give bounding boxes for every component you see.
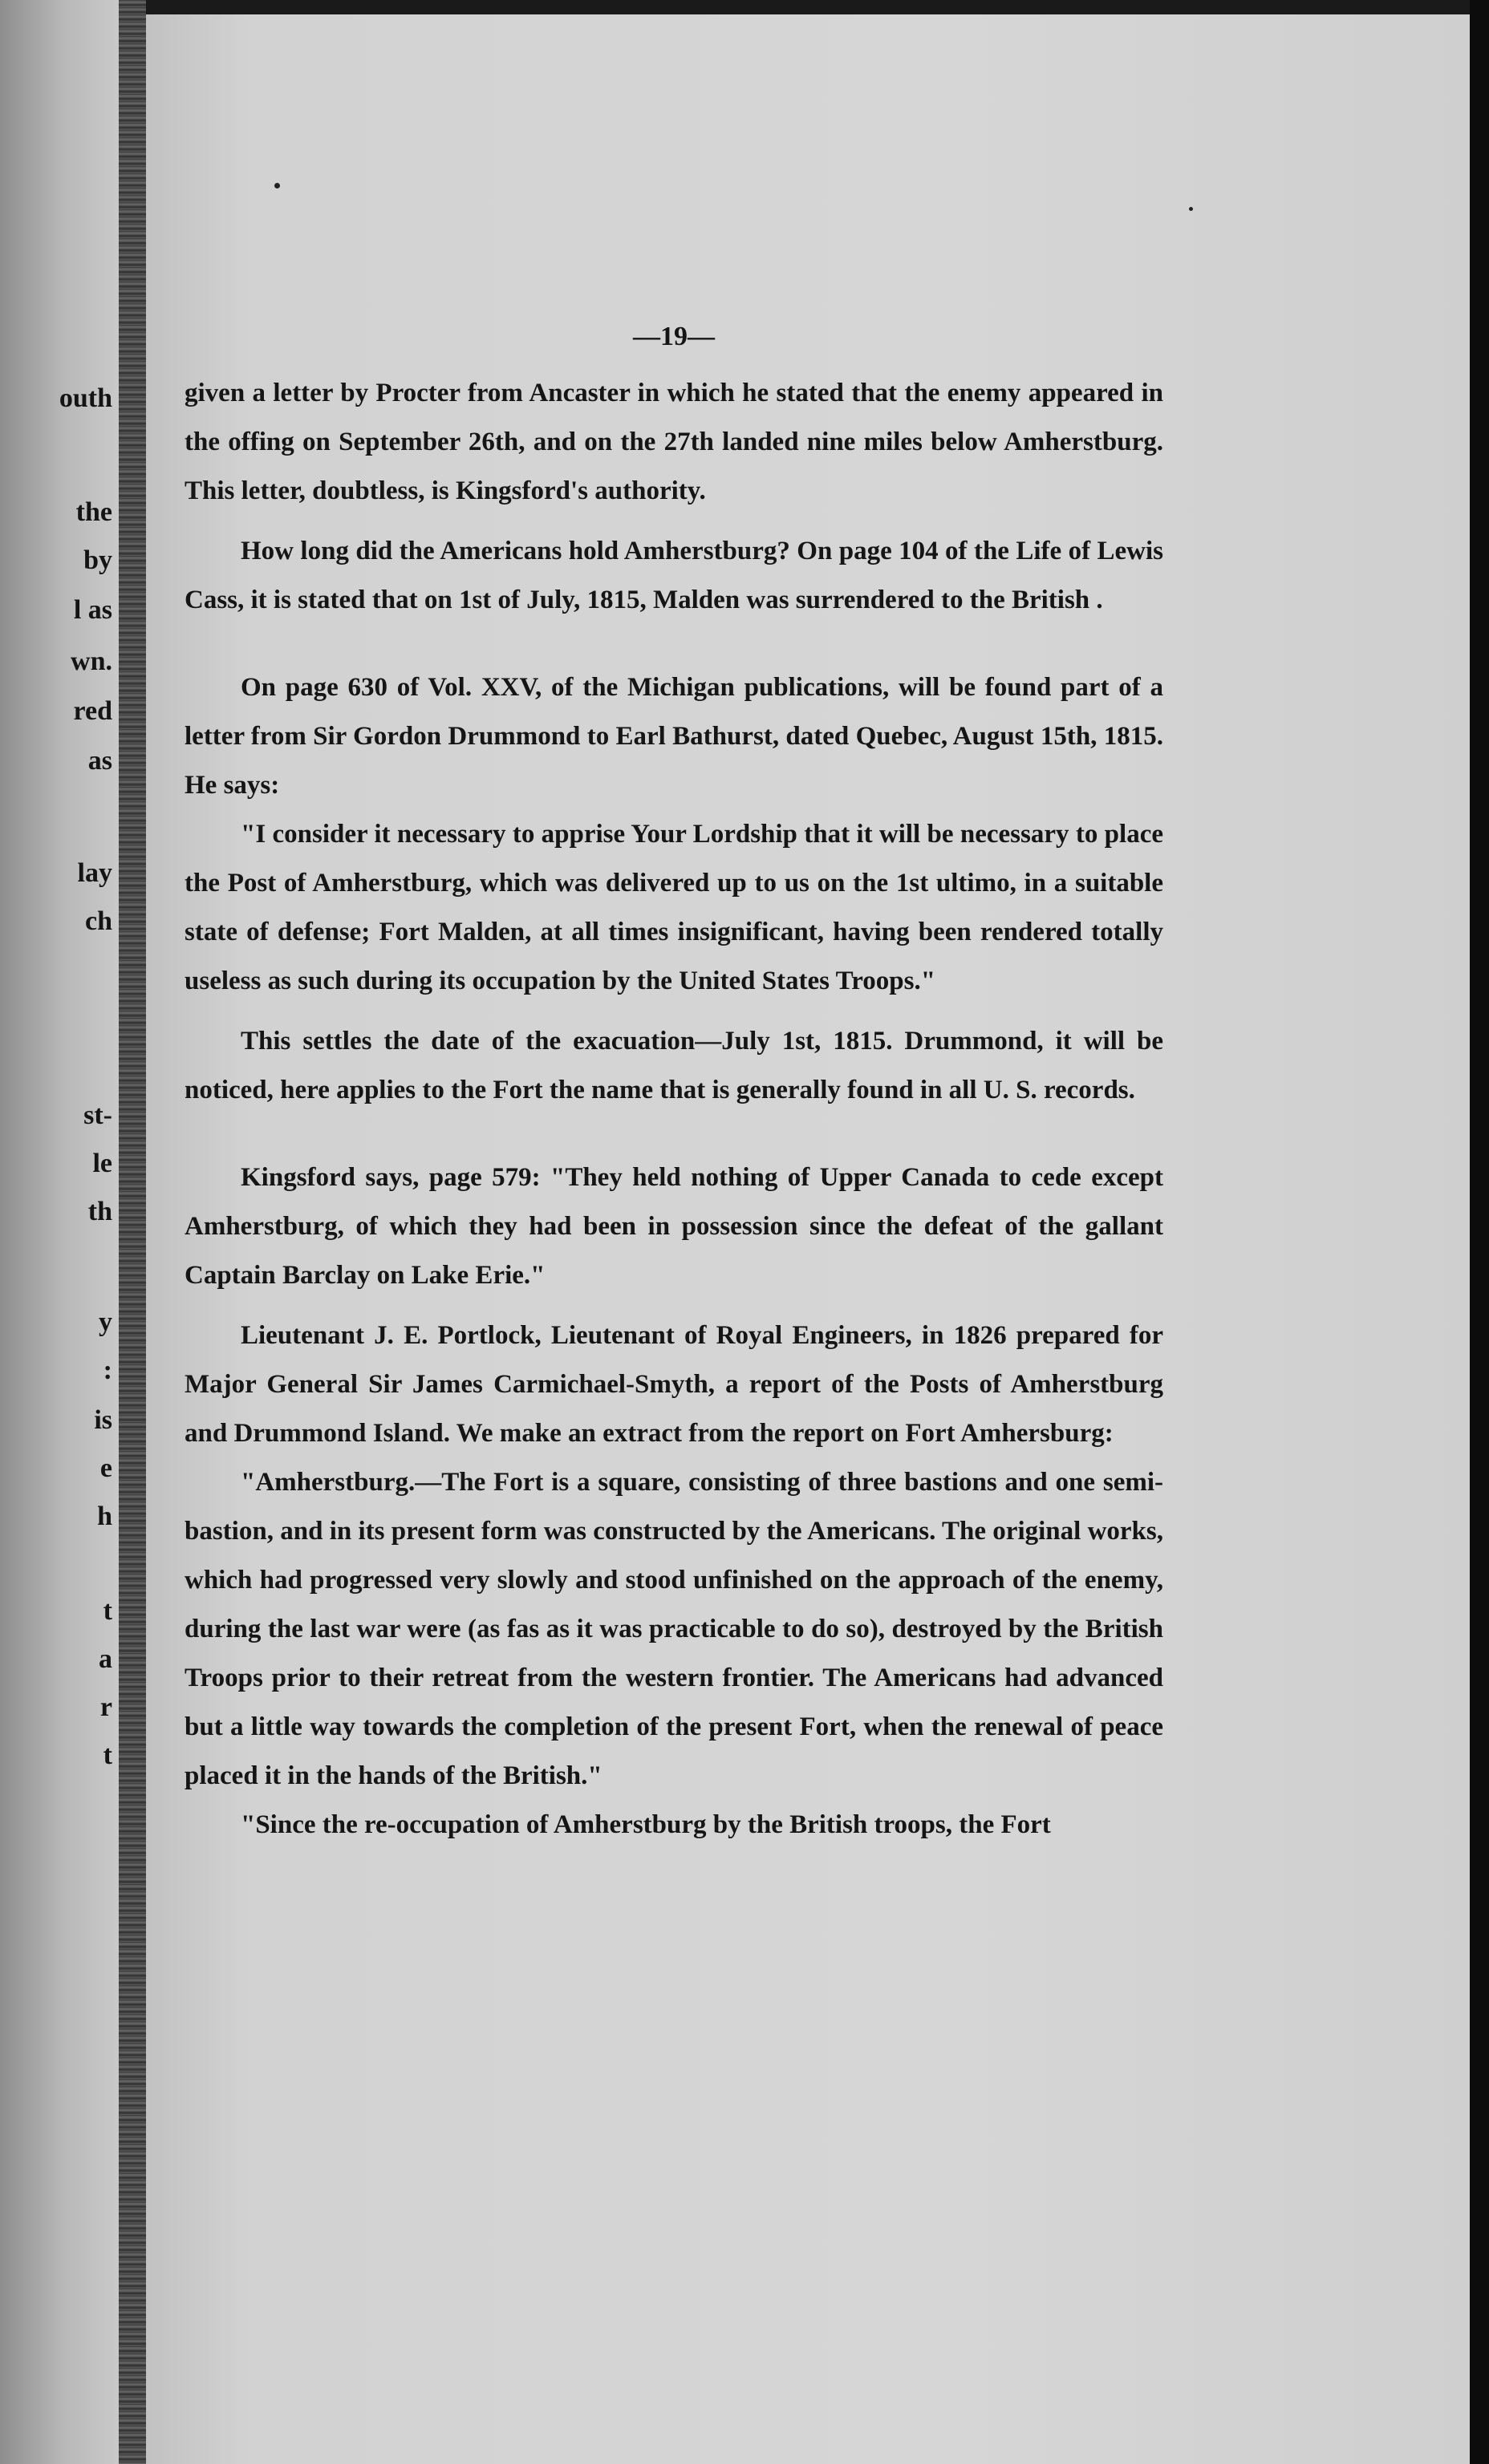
paragraph: given a letter by Procter from Ancaster in which he stated that the enemy appeared in the offing on September 26th, and on the 27th landed nine miles below Amherstburg. This letter, doubtless, is Kingsford's authority. — [185, 379, 1163, 505]
facing-page-fragment: red — [73, 696, 112, 726]
page-number: —19— — [633, 322, 715, 351]
facing-page-fragment: y — [99, 1307, 112, 1337]
quotation: "Since the re-occupation of Amherstburg by the British troops, the Fort — [241, 1810, 1051, 1839]
facing-page-fragment: t — [103, 1741, 112, 1770]
quotation: "I consider it necessary to apprise Your Lordship that it will be necessary to place the Post of Amherstburg, which was delivered up to us on the 1st ultimo, in a suitable state of defense; Fort Malden, at all times insignificant, having been rendered totally useless as such during its occupation by the United States Troops." — [185, 820, 1163, 995]
page-text — [185, 321, 1163, 1850]
facing-page-fragment: ch — [85, 906, 112, 936]
facing-page-fragment: as — [87, 746, 112, 776]
facing-page-fragment: t — [103, 1596, 112, 1626]
paragraph: This settles the date of the exacuation—July 1st, 1815. Drummond, it will be noticed, here applies to the Fort the name that is generally found in all U. S. records. — [185, 1027, 1163, 1104]
facing-page-fragment: r — [99, 1692, 112, 1722]
facing-page-fragment: the — [75, 497, 112, 527]
paragraph: Kingsford says, page 579: "They held nothing of Upper Canada to cede except Amherstburg, of which they had been in possession since the defeat of the gallant Captain Barclay on Lake Erie." — [185, 1163, 1163, 1290]
book-binding — [119, 0, 146, 2464]
paragraph: On page 630 of Vol. XXV, of the Michigan publications, will be found part of a letter from Sir Gordon Drummond to Earl Bathurst, dated Quebec, August 15th, 1815. He says: — [185, 673, 1163, 800]
facing-page-edge — [0, 0, 119, 2464]
facing-page-fragment: e — [99, 1453, 112, 1483]
facing-page-fragment: a — [99, 1644, 112, 1674]
facing-page-fragment: wn. — [71, 646, 112, 676]
facing-page-fragment: st- — [83, 1100, 112, 1130]
print-speck — [1189, 207, 1193, 211]
facing-page-fragment: lay — [77, 858, 112, 888]
facing-page-fragment: by — [83, 545, 112, 575]
scan-top-edge — [146, 0, 1489, 14]
paragraph: How long did the Americans hold Amherstburg? On page 104 of the Life of Lewis Cass, it is stated that on 1st of July, 1815, Malden was surrendered to the British . — [185, 537, 1163, 614]
scan-right-edge — [1470, 0, 1489, 2464]
facing-page-fragment: : — [103, 1356, 112, 1385]
quotation: "Amherstburg.—The Fort is a square, consisting of three bastions and one semi-bastion, and in its present form was constructed by the Americans. The original works, which had progressed very slowly and stood unfinished on the approach of the enemy, during the last war were (as fas as it was practicable to do so), destroyed by the British Troops prior to their retreat from the western frontier. The Americans had advanced but a little way towards the completion of the present Fort, when the renewal of peace placed it in the hands of the British." — [185, 1468, 1163, 1790]
facing-page-fragment: is — [94, 1405, 112, 1435]
facing-page-fragment: h — [97, 1502, 112, 1531]
facing-page-fragment: th — [87, 1197, 112, 1226]
print-speck — [274, 183, 280, 188]
facing-page-fragment: l as — [73, 595, 112, 625]
paragraph: Lieutenant J. E. Portlock, Lieutenant of Royal Engineers, in 1826 prepared for Major General Sir James Carmichael-Smyth, a report of the Posts of Amherstburg and Drummond Island. We make an extract from the report on Fort Amhersburg: — [185, 1321, 1163, 1448]
facing-page-fragment: outh — [59, 383, 112, 413]
facing-page-fragment: le — [92, 1149, 112, 1178]
